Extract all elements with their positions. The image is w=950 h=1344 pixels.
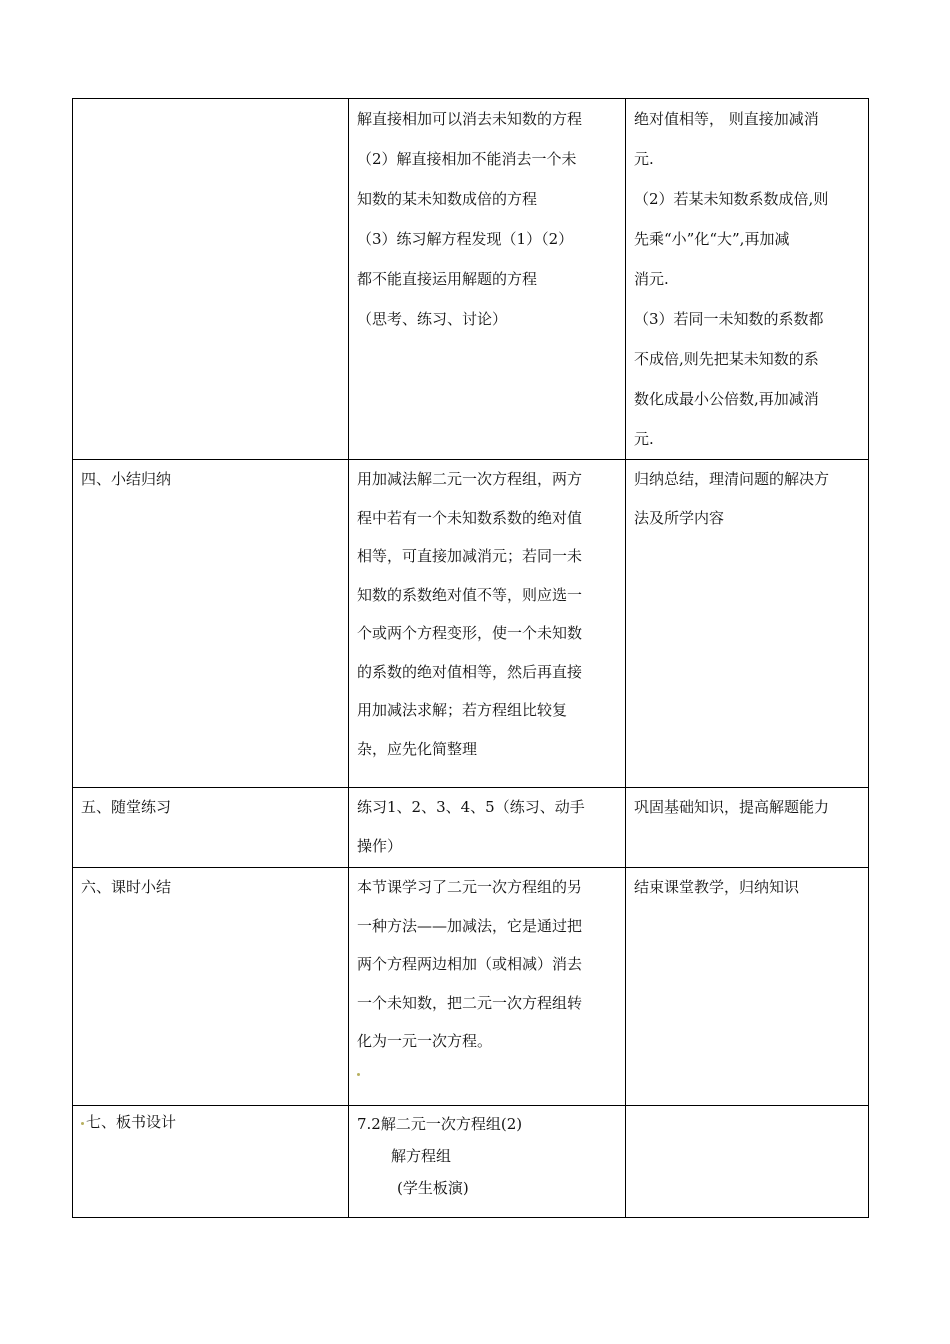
table-row — [73, 99, 869, 460]
content-cell — [349, 1106, 626, 1218]
section-cell — [73, 868, 349, 1106]
table-row — [73, 788, 869, 868]
section-title: 五、随堂练习 — [81, 798, 172, 816]
stray-mark — [357, 1073, 360, 1076]
content-cell: 本节课学习了二元一次方程组的另 一种方法——加减法，它是通过把 两个方程两边相加（或相减）消去 一个未知数，把二元一次方程组转 化为一元一次方程。 — [349, 868, 626, 1106]
intent-cell: 绝对值相等， 则直接加减消 元. （2）若某未知数系数成倍,则 先乘“小”化“大”,再加减 消元. （3）若同一未知数的系数都 不成倍,则先把某未知数的系 数化成最小公倍数,再加减消 元. — [626, 99, 869, 460]
section-title: 六、课时小结 — [81, 878, 172, 896]
board-line: (学生板演) — [397, 1179, 469, 1197]
content-cell: 用加减法解二元一次方程组，两方 程中若有一个未知数系数的绝对值 相等，可直接加减消元；若同一未 知数的系数绝对值不等，则应选一 个或两个方程变形，使一个未知数 的系数的绝对值相等，然后再直接 用加减法求解；若方程组比较复 杂，应先化简整理 — [349, 460, 626, 788]
section-title: 四、小结归纳 — [81, 470, 172, 488]
section-cell — [73, 1106, 349, 1218]
section-cell — [73, 99, 349, 460]
section-title: 七、板书设计 — [86, 1113, 177, 1131]
content-cell: 解直接相加可以消去未知数的方程 （2）解直接相加不能消去一个未 知数的某未知数成倍的方程 （3）练习解方程发现（1）（2） 都不能直接运用解题的方程 （思考、练习、讨论） — [349, 99, 626, 460]
intent-cell: 归纳总结，理清问题的解决方 法及所学内容 — [626, 460, 869, 788]
table-row — [73, 460, 869, 788]
table-row — [73, 868, 869, 1106]
intent-cell: 巩固基础知识，提高解题能力 — [626, 788, 869, 868]
section-cell — [73, 460, 349, 788]
content-cell: 练习1、2、3、4、5（练习、动手 操作） — [349, 788, 626, 868]
board-line: 解方程组 — [391, 1147, 452, 1165]
board-title: 7.2解二元一次方程组(2) — [357, 1115, 523, 1133]
intent-cell: 结束课堂教学，归纳知识 — [626, 868, 869, 1106]
section-cell — [73, 788, 349, 868]
stray-mark — [81, 1122, 84, 1125]
intent-cell — [626, 1106, 869, 1218]
lesson-plan-table — [72, 98, 869, 1218]
table-row — [73, 1106, 869, 1218]
